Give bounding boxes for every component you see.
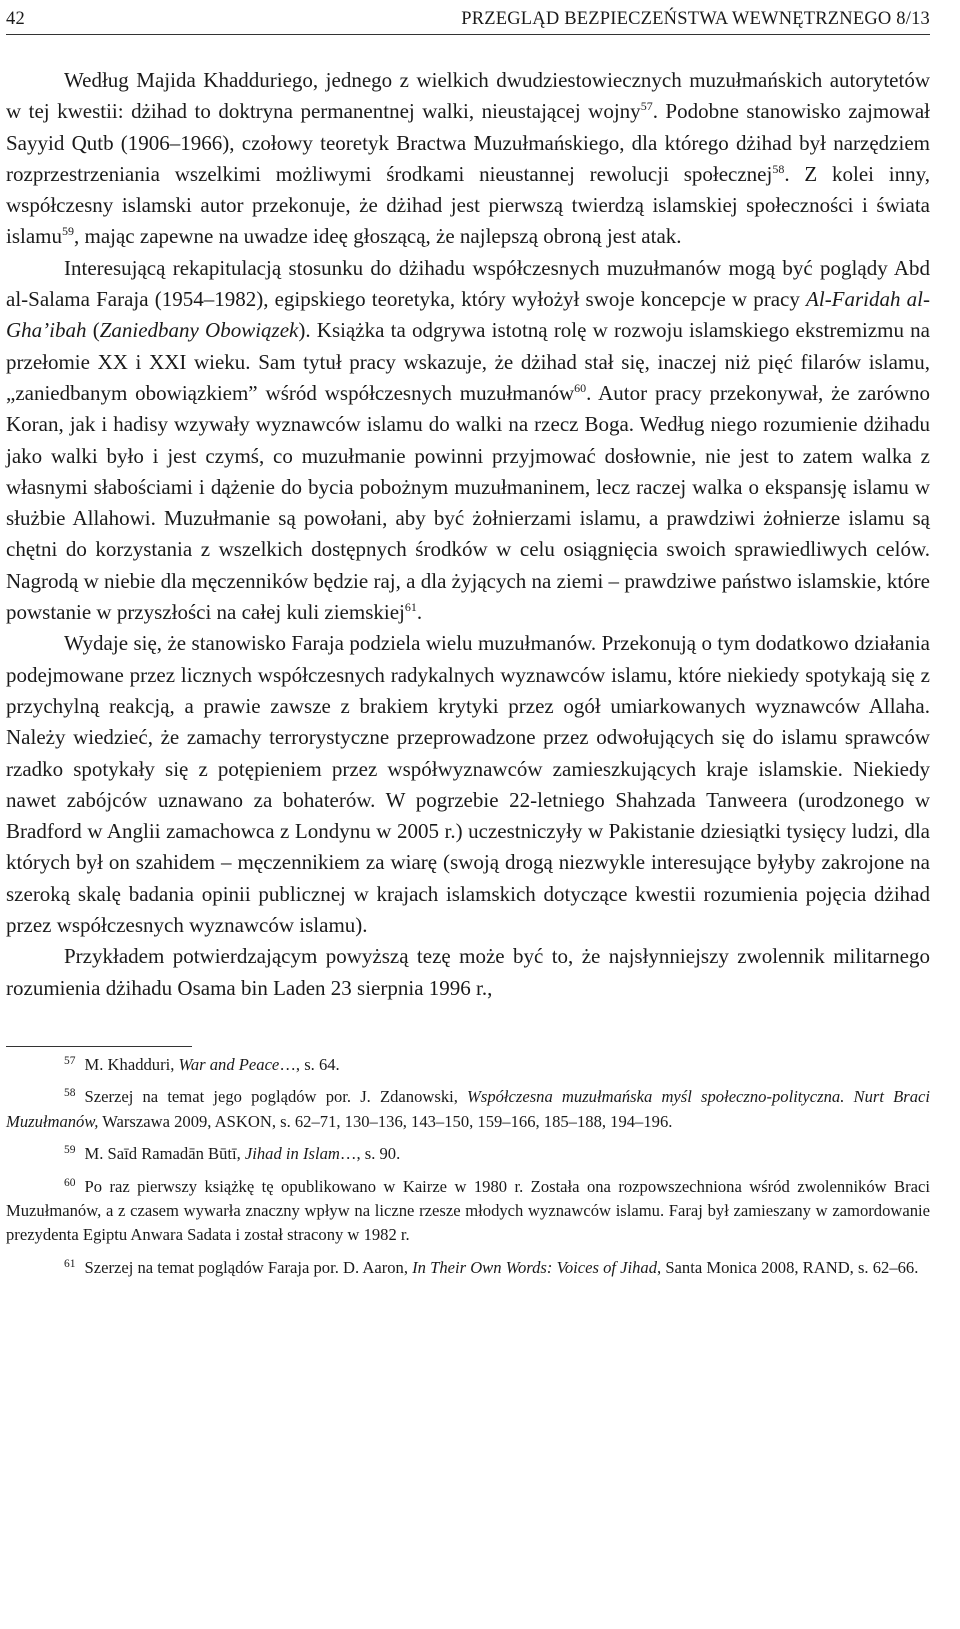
footnotes <box>6 1053 930 1280</box>
text-run: , Santa Monica 2008, RAND, s. 62–66. <box>657 1257 919 1277</box>
footnote-number: 57 <box>64 1054 76 1067</box>
text-run: Po raz pierwszy książkę tę opublikowano w Kairze w 1980 r. Została ona rozpowszechniona wśród zwolenników Braci Muzułmanów, a z czasem wywarła znaczny wpływ na liczne rzesze młodych wyznawców islamu. Faraj był zamieszany w zamordowanie prezydenta Egiptu Anwara Sadata i został stracony w 1982 r. <box>6 1176 930 1245</box>
footnote-number: 61 <box>64 1257 76 1270</box>
running-header <box>6 2 930 35</box>
text-run: Szerzej na temat poglądów Faraja por. D. Aaron, <box>84 1257 413 1277</box>
footnote <box>6 1053 930 1077</box>
text-run: Szerzej na temat jego poglądów por. J. Zdanowski, <box>84 1087 468 1107</box>
footnote-number: 58 <box>64 1087 76 1100</box>
text-run: . Autor pracy przekonywał, że zarówno Koran, jak i hadisy wzywały wyznawców islamu do walki na rzecz Boga. Według niego rozumienie dżihadu jako walki było i jest czymś, co muzułmanie powinni przyjmować dosłownie, nie jest to zatem walka z własnymi słabościami i dążenie do bycia pobożnym muzułmaninem, lecz raczej walka o ekspansję islamu w służbie Allahowi. Muzułmanie są powołani, aby być żołnierzami islamu, a prawdziwi żołnierze islamu są chętni do korzystania z wszelkich dostępnych środków w celu osiągnięcia swoich sprawiedliwych celów. Nagrodą w niebie dla męczenników będzie raj, a dla żyjących na ziemi – prawdziwe państwo islamskie, które powstanie w przyszłości na całej kuli ziemskiej <box>6 380 930 625</box>
paragraph <box>6 941 930 1004</box>
text-run: . <box>416 600 423 625</box>
journal-title: PRZEGLĄD BEZPIECZEŃSTWA WEWNĘTRZNEGO 8/13 <box>461 9 930 29</box>
italic-title: Zaniedbany Obowiązek <box>99 318 299 343</box>
text-run: . Z kolei inny, współczesny islamski autor przekonuje, że dżihad jest pierwszą twierdzą islamskiej społeczności i świata islamu <box>6 161 930 249</box>
footnote-separator <box>6 1046 192 1047</box>
italic-title: War and Peace <box>178 1054 280 1074</box>
italic-title: Współczesna muzułmańska myśl społeczno-polityczna. Nurt Braci Muzułmanów, <box>6 1087 930 1131</box>
text-run: M. Khadduri, <box>84 1054 179 1074</box>
paragraph <box>6 253 930 629</box>
footnote <box>6 1085 930 1134</box>
footnote-reference: 58 <box>772 161 785 176</box>
footnote-reference: 59 <box>62 224 74 239</box>
footnote <box>6 1142 930 1166</box>
paragraph <box>6 628 930 941</box>
italic-title: Jihad in Islam <box>244 1144 340 1164</box>
text-run: ). Książka ta odgrywa istotną rolę w rozwoju islamskiego ekstremizmu na przełomie XX i XXI wieku. Sam tytuł pracy wskazuje, że dżihad stał się, inaczej niż pięć filarów islamu, „zaniedbanym obowiązkiem” wśród współczesnych muzułmanów <box>6 318 930 405</box>
italic-title: In Their Own Words: Voices of Jihad <box>412 1257 658 1277</box>
text-run: , mając zapewne na uwadze ideę głoszącą, że najlepszą obroną jest atak. <box>74 224 682 249</box>
footnote-reference: 61 <box>404 600 417 615</box>
page-number: 42 <box>6 9 25 29</box>
text-run: Warszawa 2009, ASKON, s. 62–71, 130–136, 143–150, 159–166, 185–188, 194–196. <box>98 1111 673 1131</box>
text-run: ( <box>86 318 100 343</box>
text-run: M. Saīd Ramadān Būtī, <box>84 1144 245 1164</box>
text-run: …, s. 64. <box>279 1054 340 1074</box>
footnote <box>6 1256 930 1280</box>
footnote-number: 59 <box>64 1144 76 1157</box>
footnote-number: 60 <box>64 1176 76 1189</box>
text-run: Wydaje się, że stanowisko Faraja podziela wielu muzułmanów. Przekonują o tym dodatkowo działania podejmowane przez licznych współczesnych radykalnych wyznawców islamu, które niekiedy spotykają się z przychylną reakcją, a prawie zawsze z brakiem krytyki przez ogół umiarkowanych wyznawców Allaha. Należy wiedzieć, że zamachy terrorystyczne przeprowadzone przez odwołujących się do islamu sprawców rzadko spotykały się z potępieniem przez współwyznawców zamieszkujących kraje islamskie. Niekiedy nawet zabójców uznawano za bohaterów. W pogrzebie 22-letniego Shahzada Tanweera (urodzonego w Bradford w Anglii zamachowca z Londynu w 2005 r.) uczestniczyły w Pakistanie dziesiątki tysięcy ludzi, dla których był on szahidem – męczennikiem za wiarę (swoją drogą niezwykle interesujące byłyby zakrojone na szeroką skalę badania opinii publicznej w krajach islamskich dotyczące kwestii rozumienia pojęcia dżihad przez współczesnych wyznawców islamu). <box>6 631 930 938</box>
text-run: Według Majida Khadduriego, jednego z wielkich dwudziestowiecznych muzułmańskich autorytetów w tej kwestii: dżihad to doktryna permanentnej walki, nieustającej wojny <box>6 68 930 124</box>
text-run: Interesującą rekapitulacją stosunku do dżihadu współczesnych muzułmanów mogą być poglądy Abd al-Salama Faraja (1954–1982), egipskiego teoretyka, który wyłożył swoje koncepcje w pracy <box>6 255 930 312</box>
footnote-reference: 60 <box>574 380 587 395</box>
footnote <box>6 1175 930 1248</box>
paragraph <box>6 65 930 253</box>
text-run: . Podobne stanowisko zajmował Sayyid Qutb (1906–1966), czołowy teoretyk Bractwa Muzułmańskiego, dla którego dżihad był narzędziem rozprzestrzeniania wszelkimi możliwymi środkami nieustannej rewolucji społecznej <box>6 99 930 186</box>
text-run: …, s. 90. <box>339 1144 401 1164</box>
text-run: Przykładem potwierdzającym powyższą tezę może być to, że najsłynniejszy zwolennik militarnego rozumienia dżihadu Osama bin Laden 23 sierpnia 1996 r., <box>6 944 930 1000</box>
document-page <box>0 2 960 1629</box>
italic-title: Al-Faridah al-Gha’ibah <box>6 287 930 343</box>
main-text <box>6 65 930 1004</box>
footnote-reference: 57 <box>640 99 653 114</box>
